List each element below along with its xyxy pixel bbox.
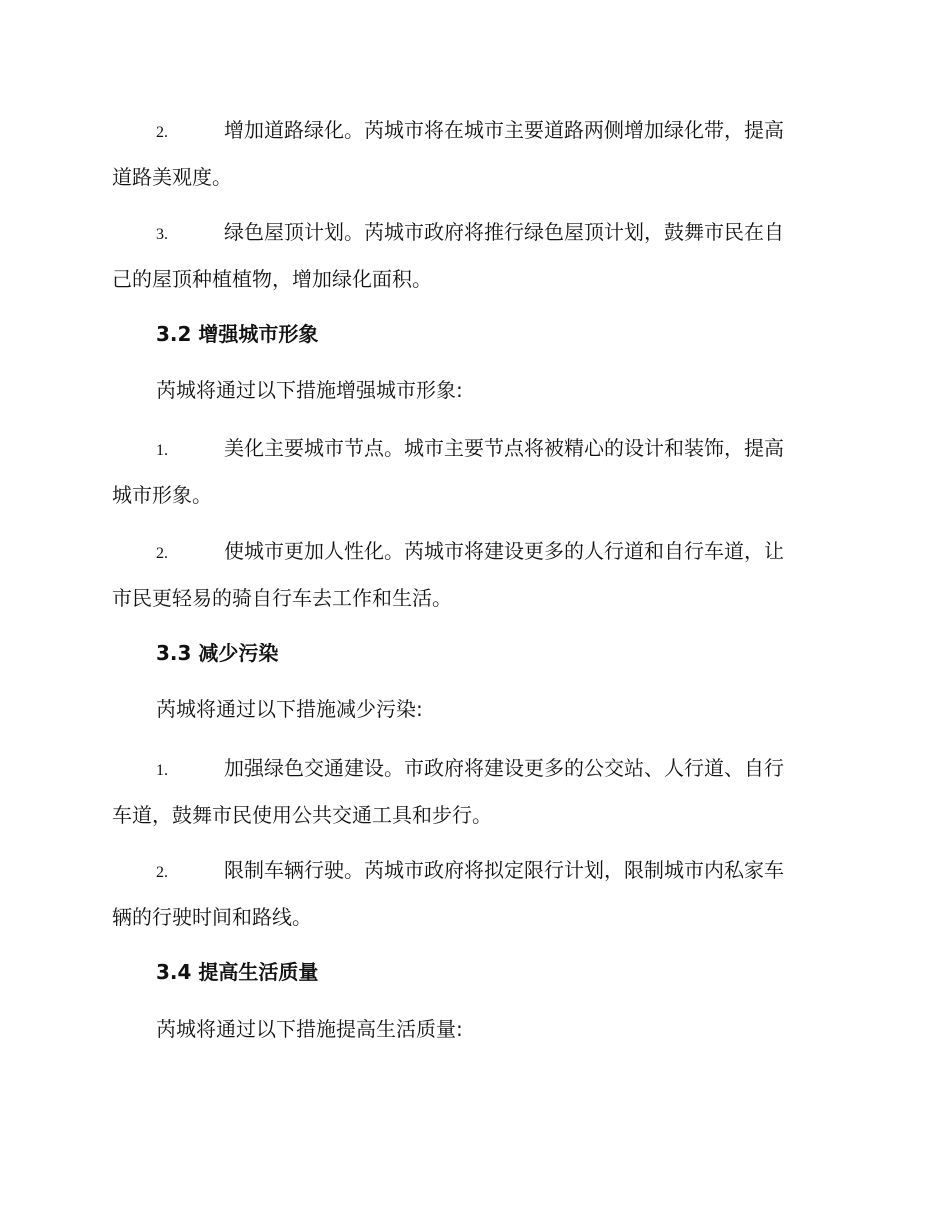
list-item-text: 加强绿色交通建设。市政府将建设更多的公交站、人行道、自行 — [224, 756, 784, 780]
section-heading: 3.2 增强城市形象 — [156, 322, 319, 346]
list-item-text-continued: 市民更轻易的骑自行车去工作和生活。 — [112, 586, 452, 610]
list-item-number: 1. — [156, 762, 168, 779]
list-item — [112, 529, 832, 620]
list-item-text-continued: 己的屋顶种植植物，增加绿化面积。 — [112, 267, 432, 291]
list-item-text: 美化主要城市节点。城市主要节点将被精心的设计和装饰，提高 — [224, 436, 784, 460]
list-item-text: 增加道路绿化。芮城市将在城市主要道路两侧增加绿化带，提高 — [224, 118, 784, 142]
list-item — [112, 210, 832, 301]
list-item — [112, 746, 832, 837]
list-item-text-continued: 辆的行驶时间和路线。 — [112, 905, 312, 929]
list-item-number: 2. — [156, 545, 168, 562]
section-intro: 芮城将通过以下措施提高生活质量: — [156, 1017, 463, 1041]
list-item-text: 绿色屋顶计划。芮城市政府将推行绿色屋顶计划，鼓舞市民在自 — [224, 220, 784, 244]
list-item — [112, 848, 832, 939]
list-item-text: 限制车辆行驶。芮城市政府将拟定限行计划，限制城市内私家车 — [224, 858, 784, 882]
list-item-number: 3. — [156, 226, 168, 243]
list-item-number: 2. — [156, 864, 168, 881]
list-item — [112, 108, 832, 199]
section-heading: 3.4 提高生活质量 — [156, 960, 319, 984]
list-item — [112, 426, 832, 517]
list-item-text-continued: 车道，鼓舞市民使用公共交通工具和步行。 — [112, 803, 492, 827]
list-item-text: 使城市更加人性化。芮城市将建设更多的人行道和自行车道，让 — [224, 539, 784, 563]
section-heading: 3.3 减少污染 — [156, 641, 279, 665]
section-intro: 芮城将通过以下措施增强城市形象: — [156, 378, 463, 402]
list-item-text-continued: 城市形象。 — [112, 483, 212, 507]
list-item-number: 2. — [156, 124, 168, 141]
list-item-text-continued: 道路美观度。 — [112, 165, 232, 189]
list-item-number: 1. — [156, 442, 168, 459]
section-intro: 芮城将通过以下措施减少污染: — [156, 697, 423, 721]
